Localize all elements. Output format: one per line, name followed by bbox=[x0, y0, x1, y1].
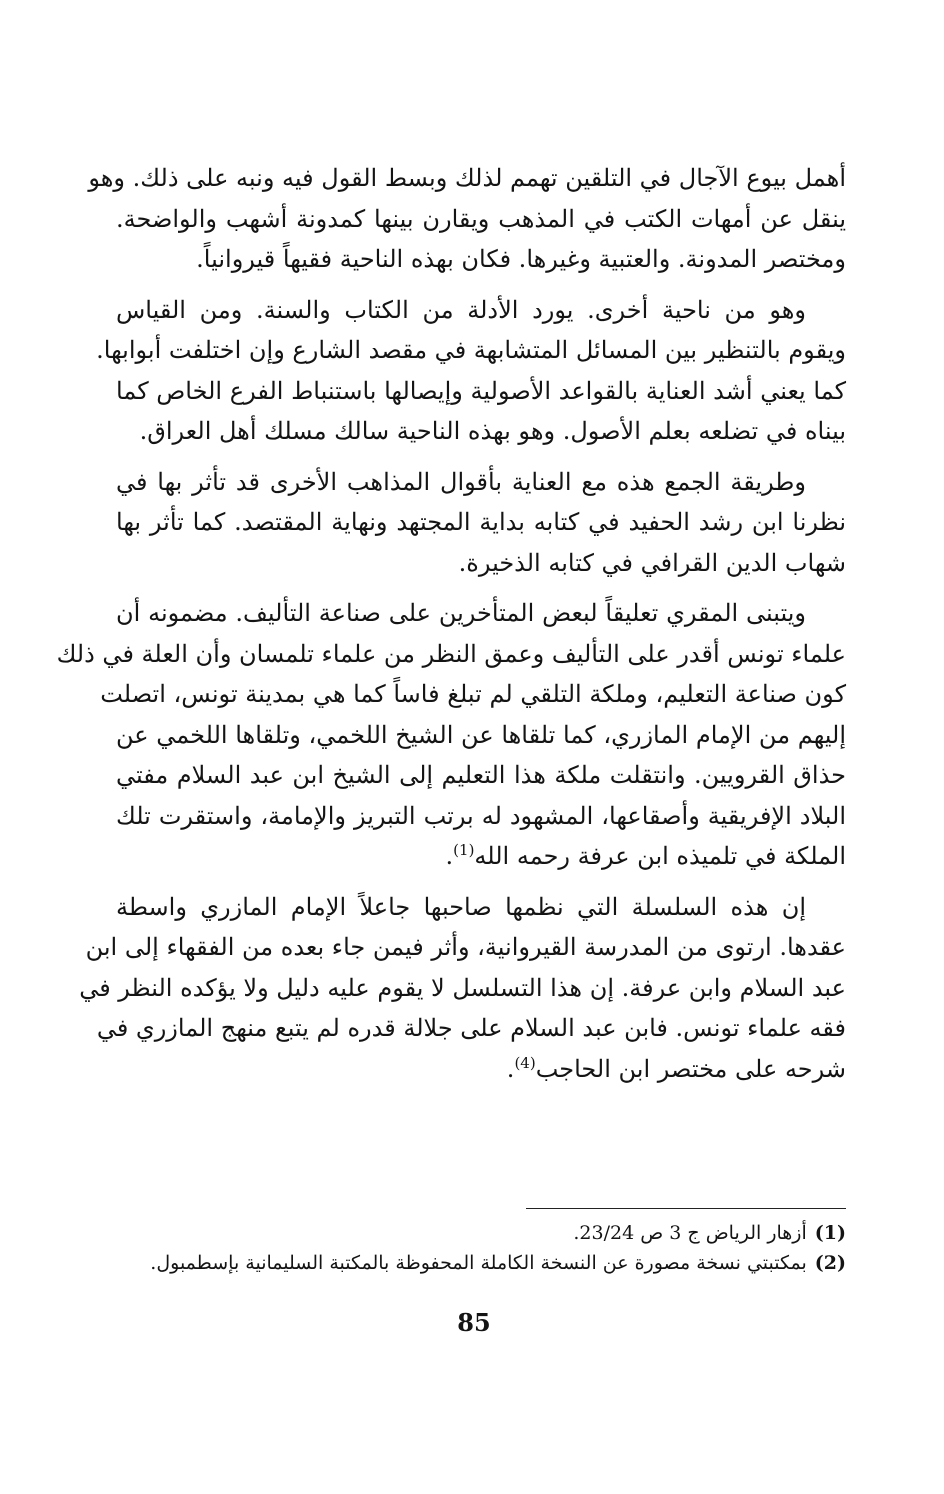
text-line bbox=[116, 1049, 846, 1090]
paragraph-3 bbox=[116, 462, 846, 584]
text-line: شهاب الدين القرافي في كتابه الذخيرة. bbox=[458, 548, 846, 577]
text-line: كما يعني أشد العناية بالقواعد الأصولية وإيصالها باستنباط الفرع الخاص كما bbox=[116, 376, 846, 405]
text-line bbox=[116, 836, 846, 877]
text-line-content: الملكة في تلميذه ابن عرفة رحمه الله bbox=[474, 842, 846, 870]
text-line-content: إن هذه السلسلة التي نظمها صاحبها جاعلاً الإمام المازري واسطة bbox=[116, 892, 806, 921]
footnote-reference[interactable]: (4) bbox=[514, 1053, 536, 1072]
paragraph-2 bbox=[96, 290, 846, 452]
text-line: فقه علماء تونس. فابن عبد السلام على جلالة قدره لم يتبع منهج المازري في bbox=[96, 1014, 846, 1042]
footnote-divider bbox=[526, 1208, 846, 1209]
text-line: بيناه في تضلعه بعلم الأصول. وهو بهذه الناحية سالك مسلك أهل العراق. bbox=[139, 417, 846, 445]
paragraph-1 bbox=[88, 158, 846, 280]
footnotes bbox=[150, 1218, 846, 1278]
text-line: عقدها. ارتوى من المدرسة القيروانية، وأثر فيمن جاء بعده من الفقهاء إلى ابن bbox=[85, 933, 846, 961]
footnote-1 bbox=[300, 1218, 846, 1248]
text-line: أهمل بيوع الآجال في التلقين تهمم لذلك وبسط القول فيه ونبه على ذلك. وهو bbox=[88, 164, 846, 192]
footnote-number: (1) bbox=[814, 1222, 846, 1244]
text-line: نظرنا ابن رشد الحفيد في كتابه بداية المجتهد ونهاية المقتصد. كما تأثر بها bbox=[116, 508, 846, 536]
text-line: إليهم من الإمام المازري، كما تلقاها عن الشيخ اللخمي، وتلقاها اللخمي عن bbox=[116, 720, 846, 749]
sentence-end: . bbox=[445, 842, 454, 870]
footnote-text: بمكتبتي نسخة مصورة عن النسخة الكاملة المحفوظة بالمكتبة السليمانية بإسطمبول. bbox=[150, 1252, 807, 1274]
footnote-text: أزهار الرياض ج 3 ص 23/24. bbox=[573, 1222, 807, 1244]
footnote-reference[interactable]: (1) bbox=[453, 841, 475, 859]
paragraph-4 bbox=[56, 593, 846, 877]
page-number: 85 bbox=[457, 1308, 491, 1337]
text-line: ينقل عن أمهات الكتب في المذهب ويقارن بينها كمدونة أشهب والواضحة. bbox=[116, 204, 846, 233]
text-line bbox=[116, 887, 846, 928]
text-line: علماء تونس أقدر على التأليف وعمق النظر من علماء تلمسان وأن العلة في ذلك bbox=[56, 639, 846, 668]
text-line: عبد السلام وابن عرفة. إن هذا التسلسل لا يقوم عليه دليل ولا يؤكده النظر في bbox=[79, 973, 846, 1002]
sentence-end: . bbox=[506, 1054, 515, 1083]
text-line: ويقوم بالتنظير بين المسائل المتشابهة في مقصد الشارع وإن اختلفت أبوابها. bbox=[96, 336, 846, 364]
body-text bbox=[56, 158, 846, 1099]
text-line-content: وطريقة الجمع هذه مع العناية بأقوال المذاهب الأخرى قد تأثر بها في bbox=[116, 467, 806, 496]
text-line: كون صناعة التعليم، وملكة التلقي لم تبلغ فاساً كما هي بمدينة تونس، اتصلت bbox=[100, 680, 846, 708]
text-line: البلاد الإفريقية وأصقاعها، المشهود له برتب التبريز والإمامة، واستقرت تلك bbox=[116, 801, 846, 830]
paragraph-5 bbox=[79, 887, 846, 1090]
text-line-content: ويتبنى المقري تعليقاً لبعض المتأخرين على صناعة التأليف. مضمونه أن bbox=[116, 599, 806, 627]
text-line-content: وهو من ناحية أخرى. يورد الأدلة من الكتاب والسنة. ومن القياس bbox=[116, 295, 806, 324]
text-line bbox=[116, 290, 846, 331]
footnote-number: (2) bbox=[814, 1252, 846, 1274]
text-line bbox=[116, 462, 846, 503]
text-line bbox=[116, 593, 846, 634]
text-line: ومختصر المدونة. والعتبية وغيرها. فكان بهذه الناحية فقيهاً قيروانياً. bbox=[196, 245, 846, 273]
text-line-content: شرحه على مختصر ابن الحاجب bbox=[535, 1054, 846, 1083]
footnote-2 bbox=[150, 1248, 846, 1278]
text-line: حذاق القرويين. وانتقلت ملكة هذا التعليم إلى الشيخ ابن عبد السلام مفتي bbox=[116, 761, 846, 789]
